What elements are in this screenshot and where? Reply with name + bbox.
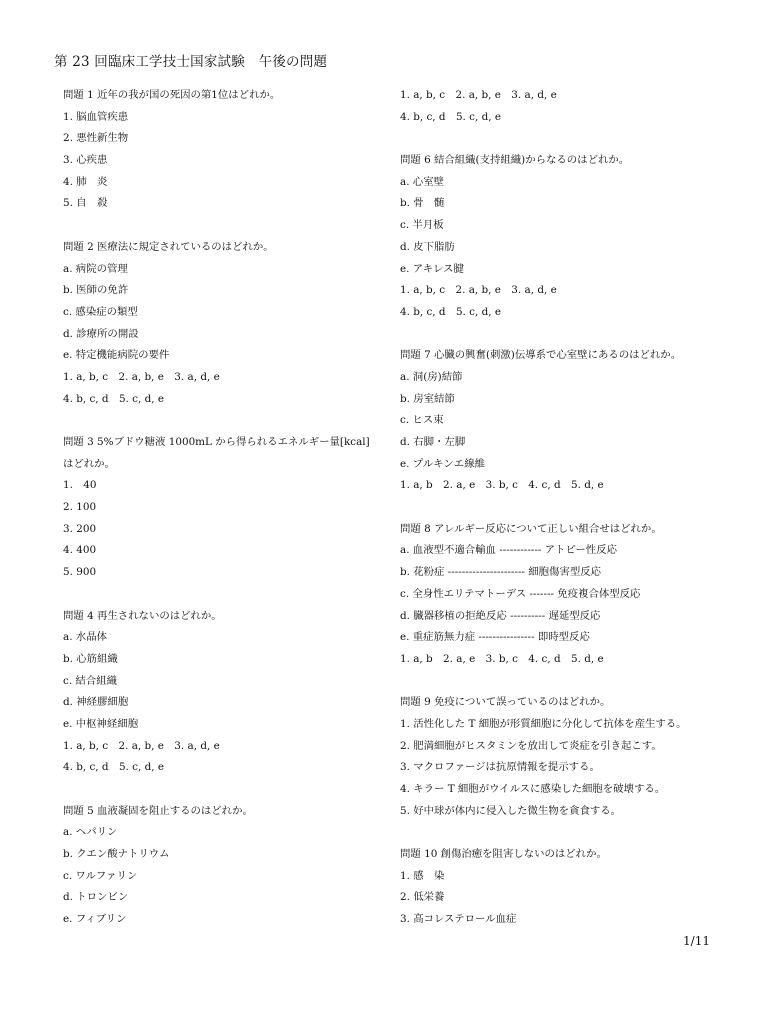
answer-option: a. ヘパリン bbox=[63, 826, 118, 839]
question-gap bbox=[400, 128, 720, 150]
answer-option: 1. a, b, c 2. a, b, e 3. a, d, e bbox=[400, 89, 557, 101]
answer-option: c. ヒス束 bbox=[400, 414, 444, 427]
answer-option: 2. 低栄養 bbox=[400, 891, 445, 904]
answer-option: 1. 40 bbox=[63, 479, 97, 492]
answer-option: 1. a, b 2. a, e 3. b, c 4. c, d 5. d, e bbox=[400, 652, 604, 665]
question-block bbox=[63, 801, 383, 931]
answer-option: e. 特定機能病院の要件 bbox=[63, 349, 170, 362]
answer-option: b. 骨 髄 bbox=[400, 197, 445, 210]
answer-option: a. 血液型不適合輸血 ------------ アトピー性反応 bbox=[400, 544, 617, 557]
question-text: 問題 8 アレルギー反応について正しい組合せはどれか。 bbox=[400, 522, 662, 535]
question-block bbox=[63, 606, 383, 780]
left-column bbox=[63, 85, 383, 931]
answer-option: 5. 好中球が体内に侵入した微生物を貪食する。 bbox=[400, 804, 622, 817]
answer-option: 3. 高コレステロール血症 bbox=[400, 913, 517, 926]
answer-option: d. 皮下脂肪 bbox=[400, 240, 455, 253]
answer-option: 4. b, c, d 5. c, d, e bbox=[400, 110, 501, 123]
answer-option: 4. 400 bbox=[63, 544, 97, 557]
question-text: 問題 6 結合組織(支持組織)からなるのはどれか。 bbox=[400, 154, 630, 167]
answer-option: 4. b, c, d 5. c, d, e bbox=[63, 761, 164, 774]
answer-option: 1. 脳血管疾患 bbox=[63, 110, 129, 123]
answer-option: d. トロンビン bbox=[63, 891, 129, 904]
question-text: 問題 2 医療法に規定されているのはどれか。 bbox=[63, 240, 274, 253]
question-gap bbox=[63, 215, 383, 237]
answer-option: 3. 心疾患 bbox=[63, 154, 108, 167]
answer-option: e. フィブリン bbox=[63, 913, 127, 926]
question-text: 問題 4 再生されないのはどれか。 bbox=[63, 609, 222, 622]
answer-option: d. 神経膠細胞 bbox=[63, 696, 129, 709]
answer-option: b. 医師の免許 bbox=[63, 284, 129, 297]
question-gap bbox=[63, 410, 383, 432]
answer-option: 1. a, b 2. a, e 3. b, c 4. c, d 5. d, e bbox=[400, 479, 604, 492]
answer-option: c. ワルファリン bbox=[63, 869, 138, 882]
answer-option: a. 水晶体 bbox=[63, 631, 107, 644]
answer-option: c. 感染症の類型 bbox=[63, 305, 138, 318]
answer-option: c. 半月板 bbox=[400, 219, 444, 232]
question-text: 問題 1 近年の我が国の死因の第1位はどれか。 bbox=[63, 89, 281, 101]
answer-option: e. 重症筋無力症 ---------------- 即時型反応 bbox=[400, 631, 590, 644]
answer-option: 4. 肺 炎 bbox=[63, 175, 108, 188]
question-text: 問題 5 血液凝固を阻止するのはどれか。 bbox=[63, 804, 253, 817]
answer-option: b. クエン酸ナトリウム bbox=[63, 848, 170, 861]
question-gap bbox=[400, 822, 720, 844]
answer-option: a. 病院の管理 bbox=[63, 262, 128, 275]
answer-option: b. 心筋組織 bbox=[63, 652, 118, 665]
question-text: 問題 9 免疫について誤っているのはどれか。 bbox=[400, 696, 611, 709]
question-block bbox=[63, 432, 383, 584]
answer-option: 4. b, c, d 5. c, d, e bbox=[63, 392, 164, 405]
answer-option: b. 花粉症 ---------------------- 細胞傷害型反応 bbox=[400, 566, 602, 579]
question-text: 問題 7 心臓の興奮(刺激)伝導系で心室壁にあるのはどれか。 bbox=[400, 349, 682, 362]
answer-option: 4. キラー T 細胞がウイルスに感染した細胞を破壊する。 bbox=[400, 783, 666, 795]
page-title: 第 23 回臨床工学技士国家試験 午後の問題 bbox=[54, 54, 328, 70]
answer-option: 3. マクロファージは抗原情報を提示する。 bbox=[400, 761, 600, 774]
answer-option: 1. 活性化した T 細胞が形質細胞に分化して抗体を産生する。 bbox=[400, 717, 687, 730]
question-text: 問題 3 5%ブドウ糖液 1000mL から得られるエネルギー量[kcal] bbox=[63, 436, 370, 448]
answer-option: 4. b, c, d 5. c, d, e bbox=[400, 305, 501, 318]
right-column bbox=[400, 85, 720, 931]
answer-option: 3. 200 bbox=[63, 522, 97, 535]
answer-option: e. 中枢神経細胞 bbox=[63, 717, 139, 730]
page-number: 1/11 bbox=[683, 934, 710, 948]
question-gap bbox=[400, 671, 720, 693]
question-block bbox=[400, 150, 720, 324]
question-block bbox=[400, 844, 720, 931]
question-gap bbox=[400, 497, 720, 519]
answer-option: a. 心室壁 bbox=[400, 175, 444, 188]
answer-option: 1. a, b, c 2. a, b, e 3. a, d, e bbox=[400, 284, 557, 297]
answer-option: 1. a, b, c 2. a, b, e 3. a, d, e bbox=[63, 370, 220, 383]
question-block bbox=[400, 692, 720, 822]
answer-option: d. 右脚・左脚 bbox=[400, 436, 466, 448]
answer-option: a. 洞(房)結節 bbox=[400, 370, 463, 383]
answer-option: d. 診療所の開設 bbox=[63, 327, 139, 340]
answer-option: e. プルキンエ線維 bbox=[400, 457, 485, 470]
answer-option: 2. 肥満細胞がヒスタミンを放出して炎症を引き起こす。 bbox=[400, 739, 662, 752]
question-text: 問題 10 創傷治癒を阻害しないのはどれか。 bbox=[400, 848, 607, 861]
answer-option: はどれか。 bbox=[63, 457, 115, 470]
question-gap bbox=[400, 324, 720, 346]
answer-option: 2. 100 bbox=[63, 501, 97, 514]
answer-option: e. アキレス腱 bbox=[400, 262, 464, 275]
answer-option: 1. 感 染 bbox=[400, 869, 445, 882]
question-block bbox=[63, 237, 383, 411]
question-gap bbox=[63, 779, 383, 801]
answer-option: 5. 900 bbox=[63, 566, 97, 579]
answer-option: 1. a, b, c 2. a, b, e 3. a, d, e bbox=[63, 739, 220, 752]
answer-option: 5. 自 殺 bbox=[63, 197, 108, 210]
answer-option: c. 結合組織 bbox=[63, 674, 117, 687]
question-block bbox=[400, 519, 720, 671]
question-gap bbox=[63, 584, 383, 606]
answer-option: b. 房室結節 bbox=[400, 392, 455, 405]
answer-option: c. 全身性エリテマトーデス ------- 免疫複合体型反応 bbox=[400, 587, 641, 600]
question-block bbox=[400, 85, 720, 128]
answer-option: d. 臓器移植の拒絶反応 ---------- 遅延型反応 bbox=[400, 609, 601, 622]
question-block bbox=[63, 85, 383, 215]
question-block bbox=[400, 345, 720, 497]
answer-option: 2. 悪性新生物 bbox=[63, 132, 129, 145]
